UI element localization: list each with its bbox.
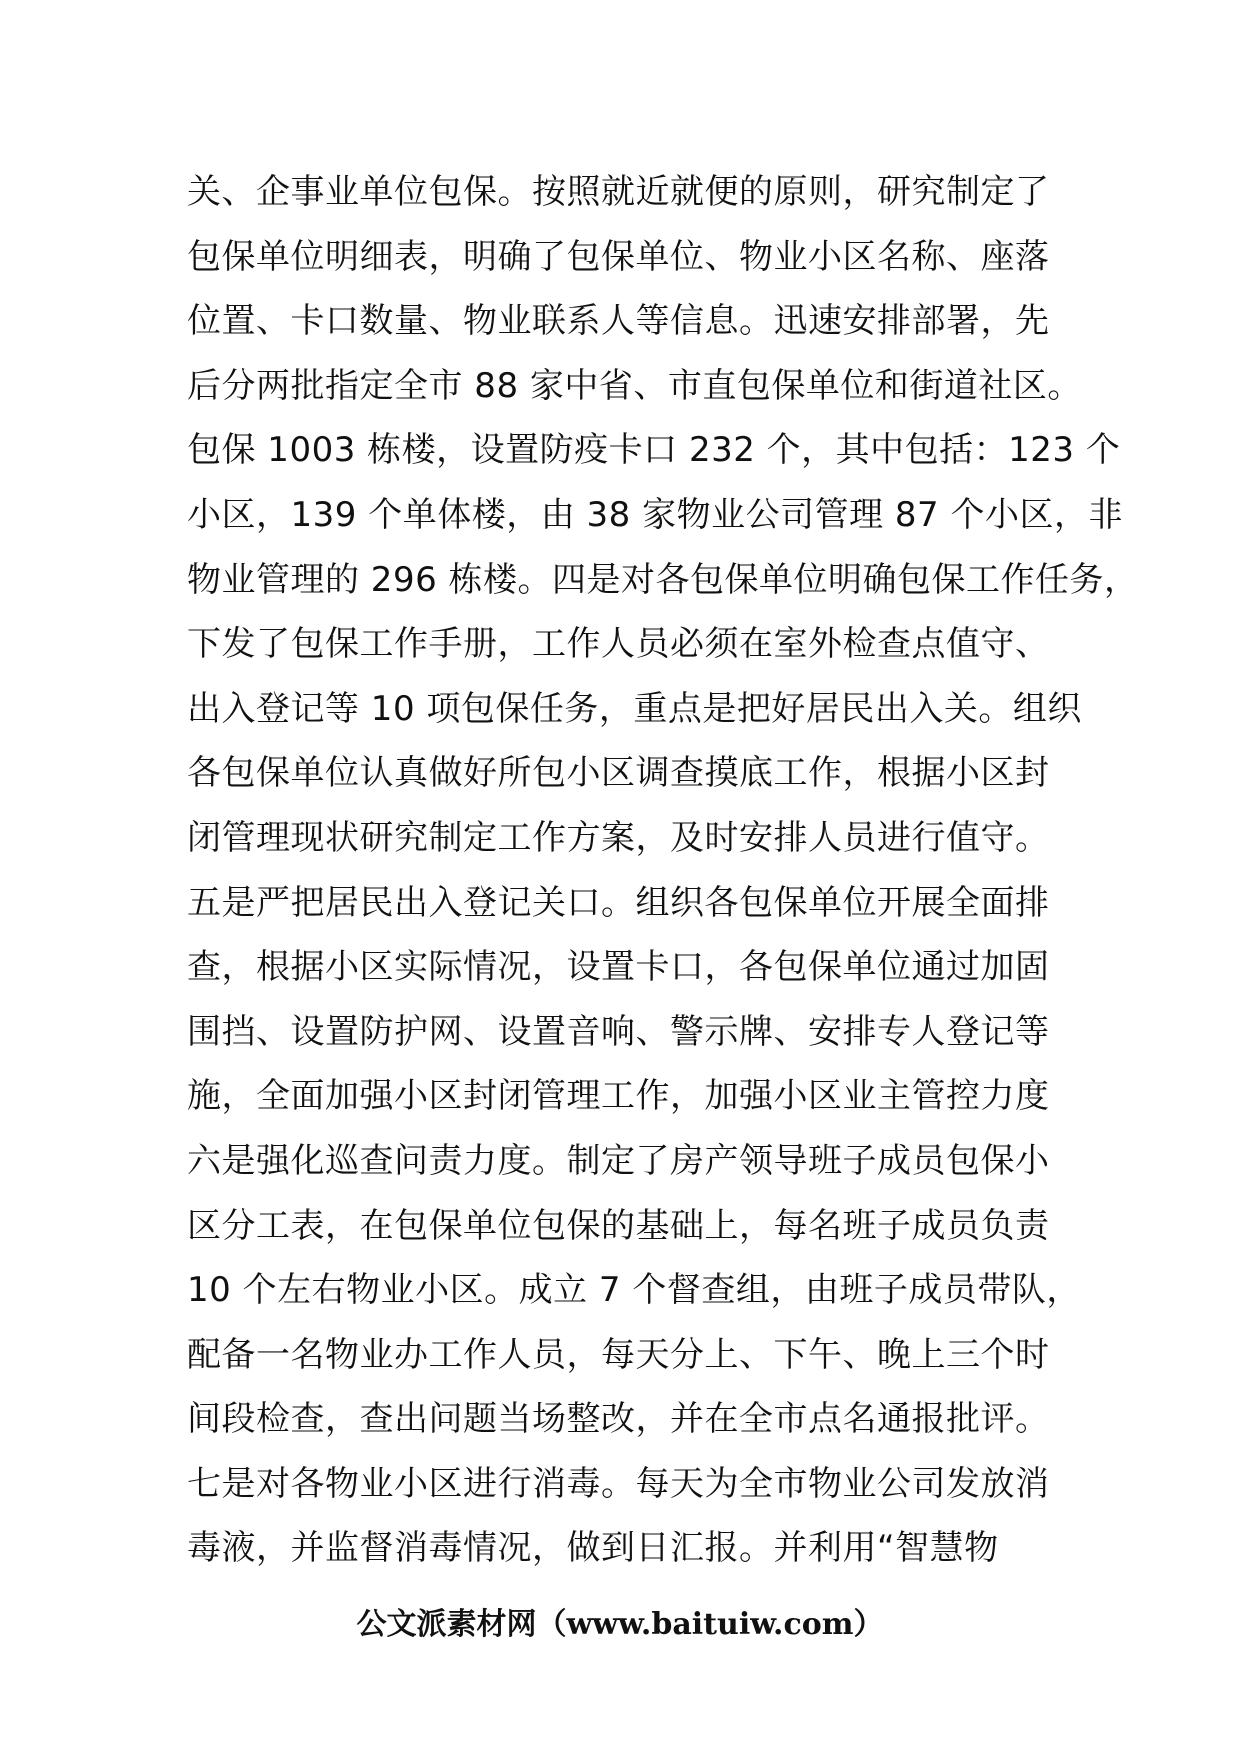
text-line: 查，根据小区实际情况，设置卡口，各包保单位通过加固 bbox=[187, 947, 1050, 988]
text-line: 10 个左右物业小区。成立 7 个督查组，由班子成员带队， bbox=[187, 1270, 1081, 1311]
text-line: 六是强化巡查问责力度。制定了房产领导班子成员包保小 bbox=[187, 1140, 1050, 1181]
text-line: 小区，139 个单体楼，由 38 家物业公司管理 87 个小区，非 bbox=[187, 494, 1123, 535]
text-line: 五是严把居民出入登记关口。组织各包保单位开展全面排 bbox=[187, 882, 1050, 923]
text-line: 后分两批指定全市 88 家中省、市直包保单位和街道社区。 bbox=[187, 365, 1082, 406]
text-line: 区分工表，在包保单位包保的基础上，每名班子成员负责 bbox=[187, 1205, 1050, 1246]
body-text bbox=[187, 160, 1139, 1581]
text-line: 包保 1003 栋楼，设置防疫卡口 232 个，其中包括：123 个 bbox=[187, 430, 1121, 471]
text-line: 间段检查，查出问题当场整改，并在全市点名通报批评。 bbox=[187, 1399, 1050, 1440]
text-line: 七是对各物业小区进行消毒。每天为全市物业公司发放消 bbox=[187, 1463, 1050, 1504]
text-line: 包保单位明细表，明确了包保单位、物业小区名称、座落 bbox=[187, 236, 1050, 277]
text-line: 毒液，并监督消毒情况，做到日汇报。并利用“智慧物 bbox=[187, 1528, 999, 1569]
text-line: 关、企事业单位包保。按照就近就便的原则，研究制定了 bbox=[187, 172, 1050, 212]
text-line: 施，全面加强小区封闭管理工作，加强小区业主管控力度 bbox=[187, 1076, 1050, 1117]
footer-watermark-text: 公文派素材网（www.baituiw.com） bbox=[356, 1607, 884, 1642]
text-line: 配备一名物业办工作人员，每天分上、下午、晚上三个时 bbox=[187, 1334, 1050, 1375]
text-line: 围挡、设置防护网、设置音响、警示牌、安排专人登记等 bbox=[187, 1011, 1050, 1052]
text-line: 各包保单位认真做好所包小区调查摸底工作，根据小区封 bbox=[187, 753, 1050, 794]
text-line: 物业管理的 296 栋楼。四是对各包保单位明确包保工作任务， bbox=[187, 559, 1139, 600]
text-line: 闭管理现状研究制定工作方案，及时安排人员进行值守。 bbox=[187, 817, 1050, 858]
text-line: 出入登记等 10 项包保任务，重点是把好居民出入关。组织 bbox=[187, 688, 1082, 729]
text-line: 下发了包保工作手册，工作人员必须在室外检查点值守、 bbox=[187, 624, 1050, 665]
text-line: 位置、卡口数量、物业联系人等信息。迅速安排部署，先 bbox=[187, 301, 1050, 342]
